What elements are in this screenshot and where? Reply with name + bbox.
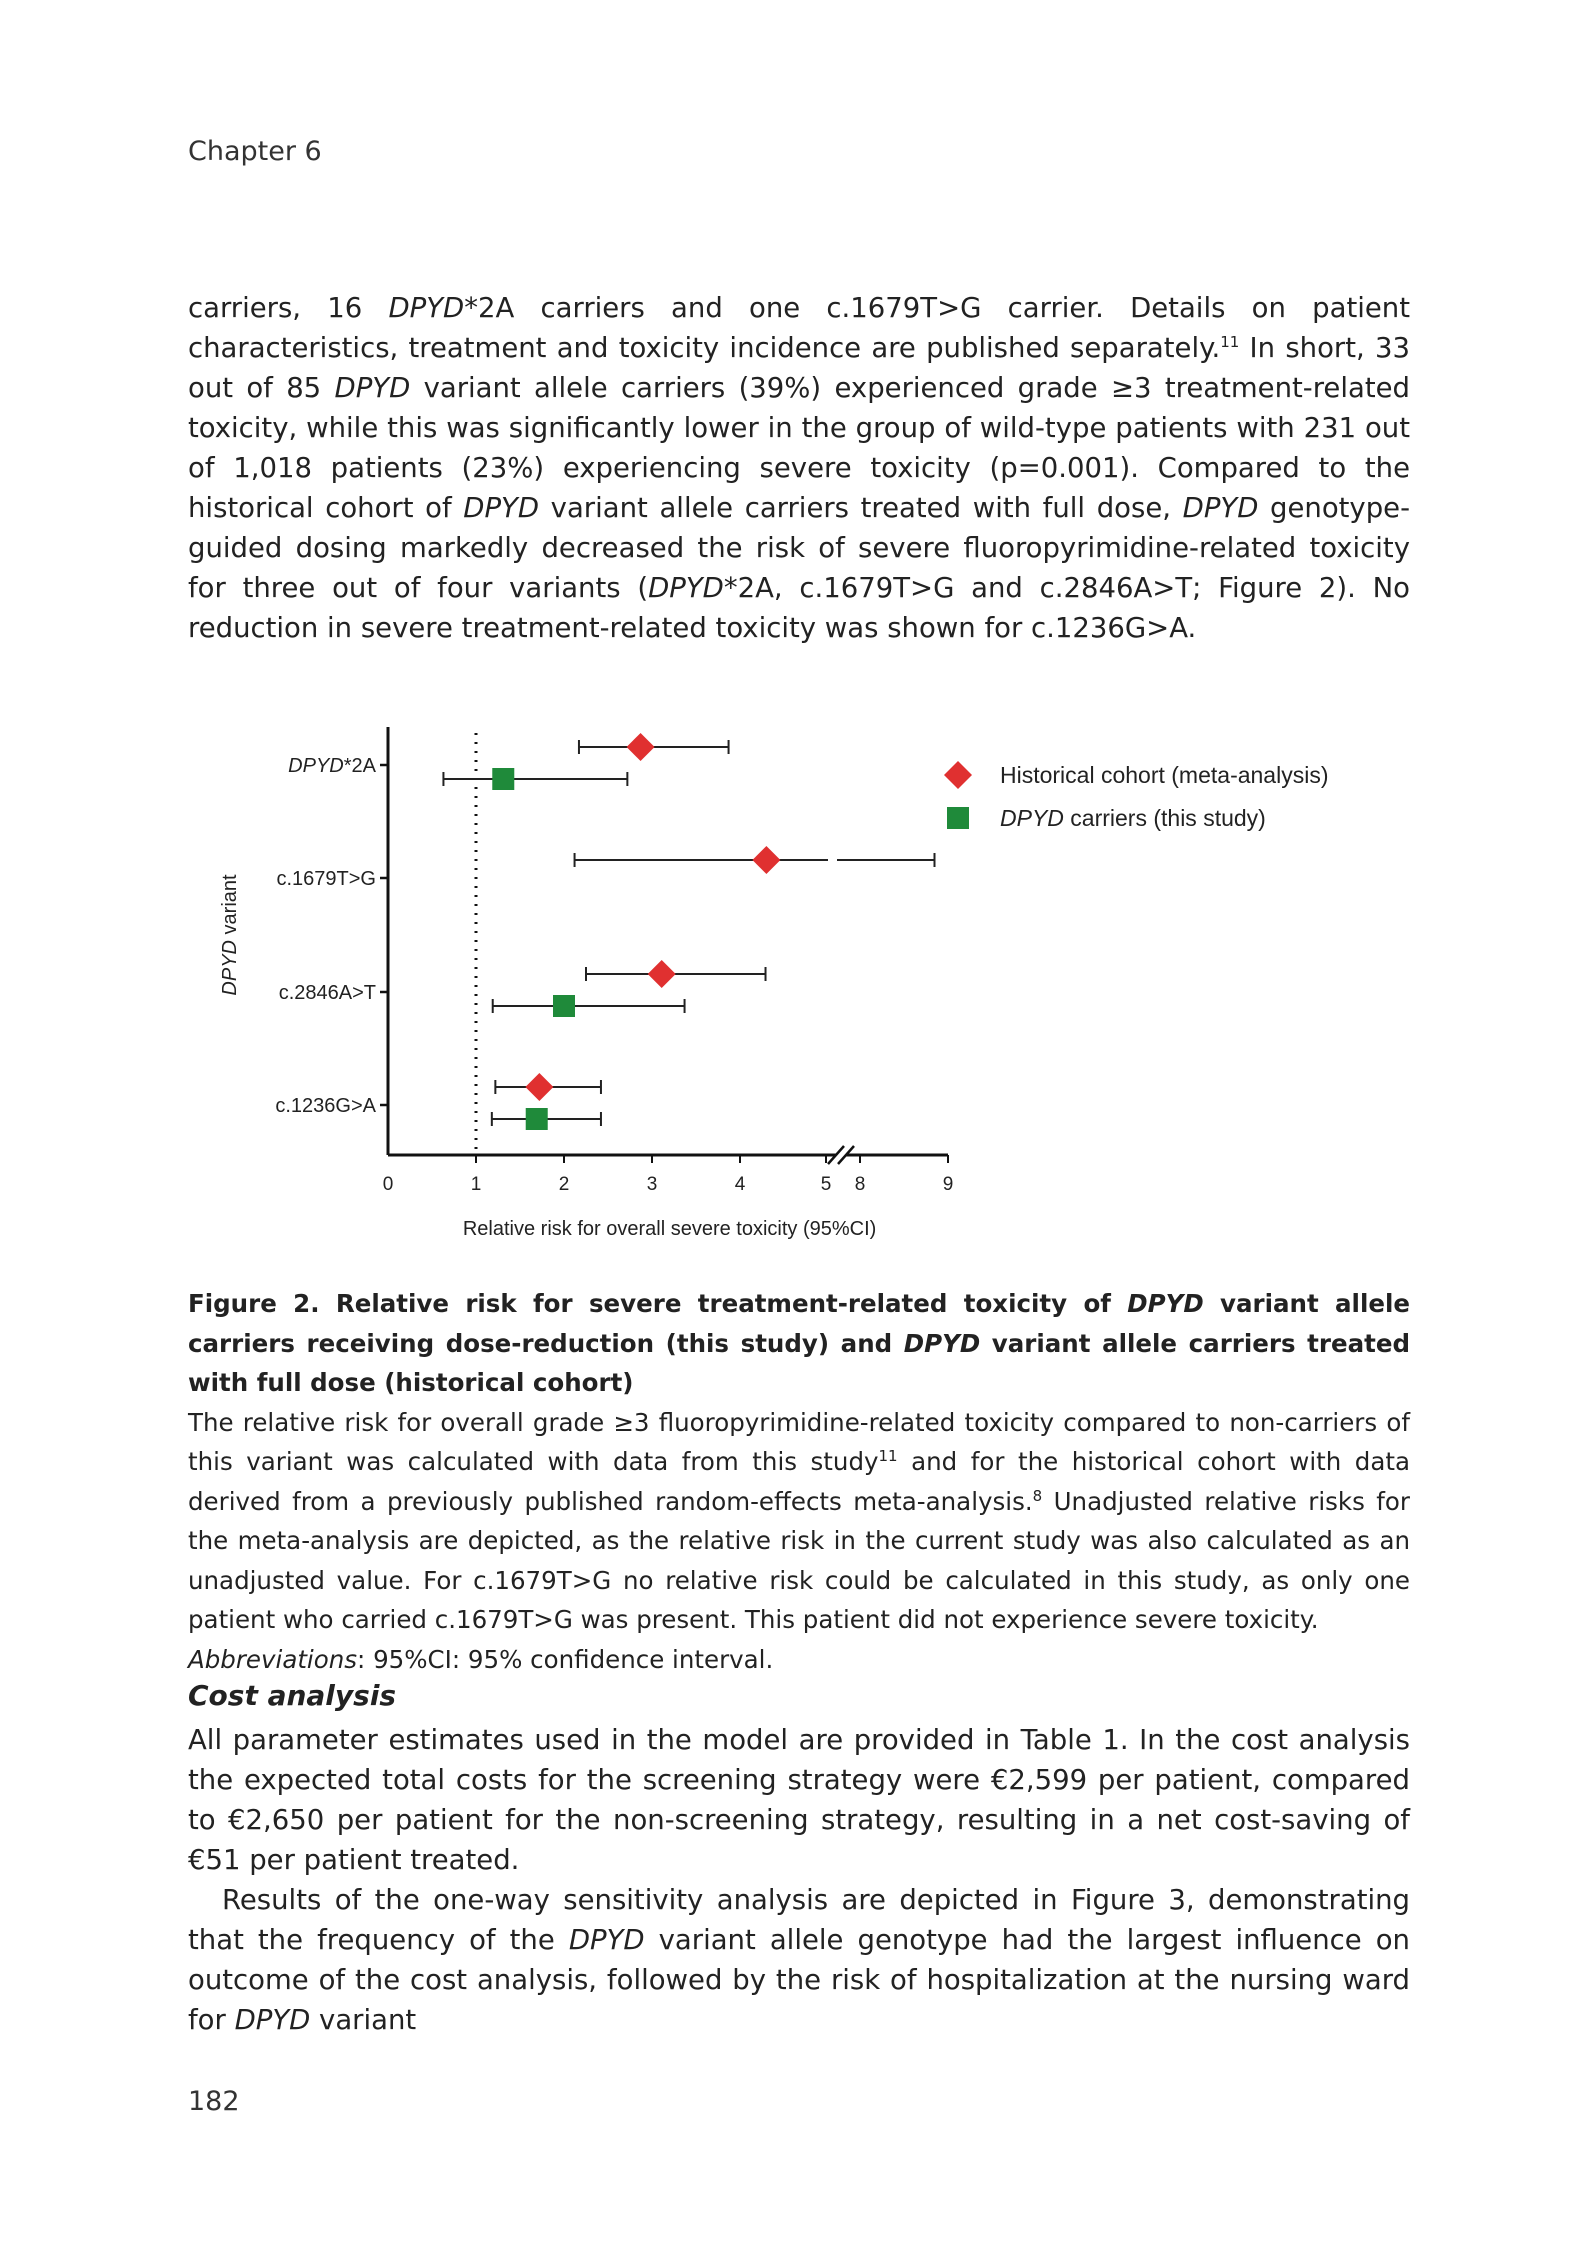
italic-text: DPYD	[1127, 1289, 1204, 1318]
data-point-diamond	[752, 846, 780, 874]
forest-plot	[200, 715, 1400, 1255]
paragraph-text	[188, 1720, 1410, 1880]
text-run: variant allele carriers treated with full dose (historical cohort)	[188, 1328, 1410, 1397]
x-tick-label: 5	[820, 1174, 832, 1195]
x-tick-label: 0	[382, 1174, 394, 1195]
x-tick-label: 3	[646, 1174, 658, 1195]
text-run: variant allele carriers treated with full dose,	[539, 492, 1183, 524]
y-axis-title: DPYD variant	[219, 874, 241, 996]
x-tick-label: 4	[734, 1174, 746, 1195]
text-run: : 95%CI: 95% confidence interval.	[357, 1644, 774, 1674]
figure-2	[200, 715, 1400, 1259]
text-run: In short, 33 out of 85	[188, 332, 1410, 404]
text-run: Unadjusted relative risks for the meta-analysis are depicted, as the relative risk in the current study was also calculated as an unadjusted value. For c.1679T>G no relative risk could be calculated in this study, as only one patient who carried c.1679T>G was present. This patient did not experience severe toxicity.	[188, 1486, 1410, 1634]
legend-marker-square	[947, 807, 969, 829]
paragraph-text	[188, 1880, 1410, 2040]
page-number: 182	[188, 2086, 240, 2117]
italic-text: DPYD	[463, 492, 540, 524]
x-tick-label: 1	[470, 1174, 482, 1195]
data-point-diamond	[627, 733, 655, 761]
italic-text: Abbreviations	[188, 1644, 358, 1674]
data-point-square	[526, 1108, 548, 1130]
caption-title	[188, 1284, 1410, 1403]
italic-text: DPYD	[388, 292, 465, 324]
body-paragraph-2	[188, 1720, 1410, 2040]
chapter-header: Chapter 6	[188, 136, 322, 167]
italic-text: DPYD	[1182, 492, 1259, 524]
x-tick-label: 8	[854, 1174, 866, 1195]
italic-text: DPYD	[334, 372, 411, 404]
section-heading: Cost analysis	[188, 1679, 397, 1712]
text-run: *2A carriers and one c.1679T>G carrier. Details on patient characteristics, treatment and toxicity incidence are published separately.	[188, 292, 1410, 364]
citation-superscript: 8	[1032, 1486, 1043, 1505]
x-tick-label: 9	[942, 1174, 954, 1195]
legend-label: Historical cohort (meta-analysis)	[1000, 762, 1329, 788]
text-run: and for the historical cohort with data derived from a previously published random-effects meta-analysis.	[188, 1447, 1410, 1516]
x-axis-title: Relative risk for overall severe toxicity (95%CI)	[462, 1218, 877, 1240]
text-run: genotype-guided dosing markedly decreased the risk of severe fluoropyrimidine-related toxicity for three out of four variants (	[188, 492, 1411, 604]
data-point-diamond	[525, 1073, 553, 1101]
text-run: Figure 2. Relative risk for severe treatment-related toxicity of	[188, 1289, 1128, 1318]
caption-abbreviations	[188, 1640, 1410, 1680]
body-paragraph-1	[188, 288, 1410, 648]
text-run: variant allele carriers receiving dose-reduction (this study) and	[188, 1289, 1410, 1358]
text-run: All parameter estimates used in the model are provided in Table 1. In the cost analysis the expected total costs for the screening strategy were €2,599 per patient, compared to €2,650 per patient for the non-screening strategy, resulting in a net cost-saving of €51 per patient treated.	[188, 1724, 1410, 1876]
data-point-diamond	[648, 960, 676, 988]
text-run: variant allele genotype had the largest influence on outcome of the cost analysis, followed by the risk of hospitalization at the nursing ward for	[188, 1924, 1410, 2036]
paragraph-text	[188, 288, 1410, 648]
italic-text: DPYD	[903, 1328, 981, 1358]
data-point-square	[553, 995, 575, 1017]
citation-superscript: 11	[1220, 332, 1240, 351]
data-point-square	[492, 768, 514, 790]
text-run: carriers, 16	[188, 292, 389, 324]
legend-marker-diamond	[944, 761, 972, 789]
y-tick-label: c.1236G>A	[275, 1095, 376, 1117]
y-tick-label: c.1679T>G	[276, 868, 376, 890]
legend-label: DPYD carriers (this study)	[1000, 805, 1266, 831]
text-run: variant	[310, 2004, 417, 2036]
y-tick-label: c.2846A>T	[278, 982, 376, 1004]
y-tick-label: DPYD*2A	[288, 755, 376, 777]
citation-superscript: 11	[878, 1446, 898, 1465]
text-run: Results of the one-way sensitivity analysis are depicted in Figure 3, demonstrating that the frequency of the	[188, 1884, 1410, 1956]
figure-caption	[188, 1284, 1410, 1679]
italic-text: DPYD	[648, 572, 724, 604]
caption-body	[188, 1403, 1410, 1640]
text-run: *2A, c.1679T>G and c.2846A>T; Figure 2). No reduction in severe treatment-related toxicity was shown for c.1236G>A.	[188, 572, 1410, 644]
italic-text: DPYD	[568, 1924, 645, 1956]
text-run: The relative risk for overall grade ≥3 fluoropyrimidine-related toxicity compared to non-carriers of this variant was calculated with data from this study	[188, 1407, 1410, 1476]
x-tick-label: 2	[558, 1174, 570, 1195]
italic-text: DPYD	[234, 2004, 311, 2036]
text-run: variant allele carriers (39%) experienced grade ≥3 treatment-related toxicity, while this was significantly lower in the group of wild-type patients with 231 out of 1,018 patients (23%) experiencing severe toxicity (p=0.001). Compared to the historical cohort of	[188, 372, 1411, 524]
